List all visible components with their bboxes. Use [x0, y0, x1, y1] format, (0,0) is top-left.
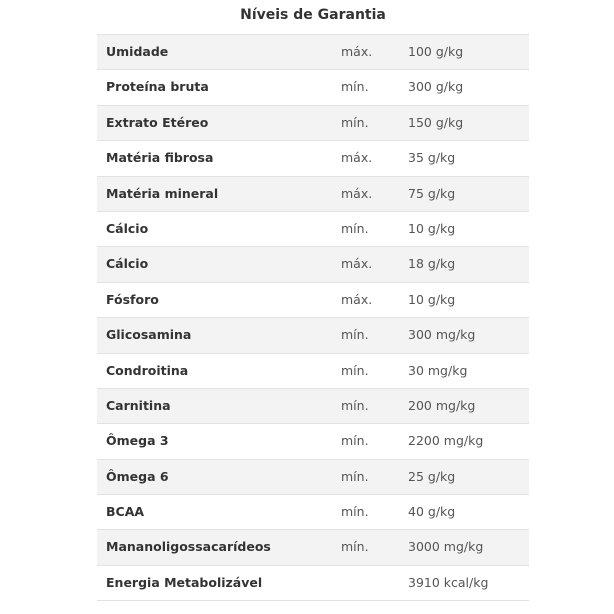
nutrient-name: Proteína bruta [106, 79, 209, 95]
nutrient-name: Cálcio [106, 256, 149, 272]
limit-type: mín. [341, 468, 369, 484]
nutrient-name: Mananoligossacarídeos [106, 539, 271, 555]
nutrient-name: Energia Metabolizável [106, 574, 263, 590]
nutrient-name: Umidade [106, 44, 169, 59]
nutrient-name: BCAA [106, 504, 145, 520]
table-row [97, 389, 529, 424]
table-row [97, 212, 529, 247]
limit-type: mín. [341, 397, 369, 413]
table-row [97, 247, 529, 282]
limit-type: máx. [341, 44, 373, 59]
table-row [97, 424, 529, 459]
nutrient-value: 75 g/kg [408, 185, 456, 201]
table-title: Níveis de Garantia [240, 7, 386, 23]
limit-type: máx. [341, 256, 373, 272]
nutrient-name: Matéria fibrosa [106, 150, 214, 166]
nutrient-value: 100 g/kg [408, 44, 464, 59]
nutrient-value: 300 mg/kg [408, 327, 476, 343]
limit-type: mín. [341, 539, 369, 555]
table-row [97, 354, 529, 389]
limit-type: máx. [341, 185, 373, 201]
limit-type: mín. [341, 220, 369, 236]
limit-type: mín. [341, 79, 369, 95]
nutrient-value: 3000 mg/kg [408, 539, 484, 555]
table-row [97, 283, 529, 318]
table-row [97, 70, 529, 105]
table-row [97, 318, 529, 353]
nutrient-name: Condroitina [106, 362, 189, 378]
nutrient-value: 10 g/kg [408, 291, 456, 307]
nutrient-name: Matéria mineral [106, 185, 219, 201]
table-row [97, 460, 529, 495]
nutrient-name: Extrato Etéreo [106, 114, 209, 130]
guarantee-levels-table [97, 34, 529, 601]
limit-type: mín. [341, 433, 369, 449]
nutrient-name: Fósforo [106, 291, 159, 307]
table-row [97, 495, 529, 530]
nutrient-value: 2200 mg/kg [408, 433, 484, 449]
nutrient-name: Glicosamina [106, 327, 192, 343]
nutrient-value: 3910 kcal/kg [408, 574, 489, 590]
nutrient-value: 200 mg/kg [408, 397, 476, 413]
nutrient-value: 10 g/kg [408, 220, 456, 236]
nutrient-value: 40 g/kg [408, 504, 456, 520]
limit-type: mín. [341, 327, 369, 343]
nutrient-name: Ômega 6 [106, 468, 169, 484]
nutrient-value: 18 g/kg [408, 256, 456, 272]
nutrient-name: Carnitina [106, 397, 171, 413]
nutrient-value: 35 g/kg [408, 150, 456, 166]
table-row [97, 177, 529, 212]
nutrient-value: 25 g/kg [408, 468, 456, 484]
limit-type: mín. [341, 504, 369, 520]
nutrient-name: Ômega 3 [106, 433, 169, 449]
limit-type: máx. [341, 291, 373, 307]
table-row [97, 141, 529, 176]
table-row [97, 35, 529, 70]
table-row [97, 530, 529, 565]
limit-type: mín. [341, 362, 369, 378]
table-row [97, 106, 529, 141]
nutrient-value: 150 g/kg [408, 114, 464, 130]
nutrient-value: 30 mg/kg [408, 362, 468, 378]
table-row [97, 566, 529, 601]
limit-type: máx. [341, 150, 373, 166]
limit-type: mín. [341, 114, 369, 130]
nutrient-value: 300 g/kg [408, 79, 464, 95]
nutrient-name: Cálcio [106, 220, 149, 236]
